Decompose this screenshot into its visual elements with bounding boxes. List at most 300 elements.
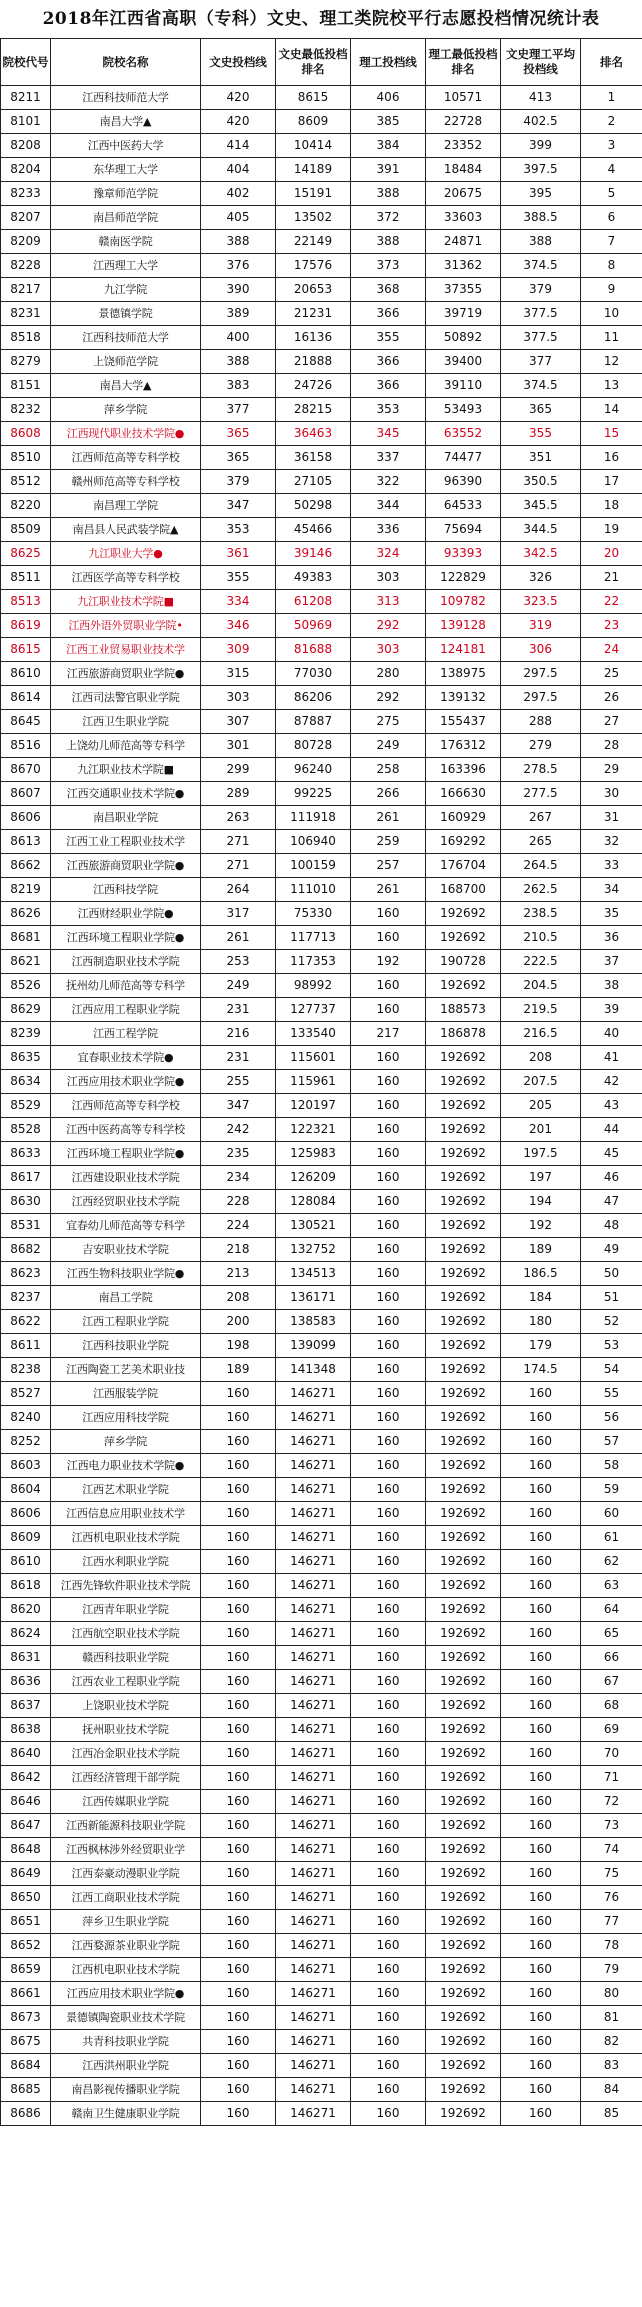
cell-sci-rank: 122829 xyxy=(426,566,501,590)
table-row xyxy=(1,182,642,206)
table-title: 2018年江西省高职（专科）文史、理工类院校平行志愿投档情况统计表 xyxy=(42,9,600,29)
cell-name: 江西卫生职业学院 xyxy=(51,710,201,734)
cell-arts-line: 160 xyxy=(201,1958,276,1982)
cell-sci-line: 303 xyxy=(351,566,426,590)
table-row xyxy=(1,1694,642,1718)
cell-sci-rank: 192692 xyxy=(426,1598,501,1622)
cell-arts-line: 160 xyxy=(201,1382,276,1406)
cell-arts-line: 261 xyxy=(201,926,276,950)
table-row xyxy=(1,1526,642,1550)
cell-rank: 16 xyxy=(581,446,642,470)
cell-code: 8606 xyxy=(1,806,51,830)
cell-name: 江西环境工程职业学院● xyxy=(51,1142,201,1166)
cell-arts-rank: 22149 xyxy=(276,230,351,254)
cell-sci-line: 160 xyxy=(351,2078,426,2102)
cell-arts-line: 353 xyxy=(201,518,276,542)
cell-arts-rank: 146271 xyxy=(276,1526,351,1550)
cell-arts-line: 307 xyxy=(201,710,276,734)
cell-sci-line: 258 xyxy=(351,758,426,782)
cell-sci-line: 292 xyxy=(351,686,426,710)
table-row xyxy=(1,638,642,662)
cell-sci-rank: 50892 xyxy=(426,326,501,350)
cell-arts-rank: 39146 xyxy=(276,542,351,566)
cell-rank: 67 xyxy=(581,1670,642,1694)
cell-code: 8651 xyxy=(1,1910,51,1934)
cell-code: 8219 xyxy=(1,878,51,902)
cell-name: 江西应用科技学院 xyxy=(51,1406,201,1430)
cell-sci-line: 336 xyxy=(351,518,426,542)
cell-name: 景德镇学院 xyxy=(51,302,201,326)
cell-sci-rank: 192692 xyxy=(426,2054,501,2078)
cell-arts-rank: 15191 xyxy=(276,182,351,206)
cell-sci-line: 217 xyxy=(351,1022,426,1046)
cell-arts-rank: 28215 xyxy=(276,398,351,422)
cell-sci-rank: 22728 xyxy=(426,110,501,134)
cell-name: 共青科技职业学院 xyxy=(51,2030,201,2054)
cell-sci-line: 324 xyxy=(351,542,426,566)
cell-name: 江西师范高等专科学校 xyxy=(51,1094,201,1118)
cell-name: 江西机电职业技术学院 xyxy=(51,1526,201,1550)
table-row xyxy=(1,518,642,542)
table-row xyxy=(1,1238,642,1262)
cell-code: 8626 xyxy=(1,902,51,926)
cell-avg-line: 319 xyxy=(501,614,581,638)
cell-sci-rank: 37355 xyxy=(426,278,501,302)
cell-avg-line: 344.5 xyxy=(501,518,581,542)
cell-sci-rank: 192692 xyxy=(426,1958,501,1982)
cell-avg-line: 377.5 xyxy=(501,326,581,350)
cell-name: 江西枫林涉外经贸职业学 xyxy=(51,1838,201,1862)
cell-code: 8652 xyxy=(1,1934,51,1958)
cell-name: 九江职业技术学院■ xyxy=(51,758,201,782)
cell-avg-line: 297.5 xyxy=(501,662,581,686)
table-row xyxy=(1,350,642,374)
cell-avg-line: 194 xyxy=(501,1190,581,1214)
cell-sci-rank: 166630 xyxy=(426,782,501,806)
cell-sci-line: 160 xyxy=(351,1478,426,1502)
cell-sci-rank: 192692 xyxy=(426,1358,501,1382)
cell-sci-line: 160 xyxy=(351,1262,426,1286)
cell-sci-rank: 33603 xyxy=(426,206,501,230)
cell-sci-line: 373 xyxy=(351,254,426,278)
cell-code: 8527 xyxy=(1,1382,51,1406)
cell-avg-line: 160 xyxy=(501,1526,581,1550)
table-row xyxy=(1,1838,642,1862)
cell-name: 江西交通职业技术学院● xyxy=(51,782,201,806)
cell-sci-rank: 192692 xyxy=(426,1070,501,1094)
cell-avg-line: 160 xyxy=(501,1598,581,1622)
table-row xyxy=(1,1814,642,1838)
cell-name: 南昌影视传播职业学院 xyxy=(51,2078,201,2102)
cell-rank: 31 xyxy=(581,806,642,830)
cell-sci-line: 160 xyxy=(351,1142,426,1166)
cell-avg-line: 160 xyxy=(501,1958,581,1982)
cell-code: 8208 xyxy=(1,134,51,158)
cell-arts-rank: 146271 xyxy=(276,1790,351,1814)
cell-sci-line: 160 xyxy=(351,1190,426,1214)
cell-arts-line: 160 xyxy=(201,1406,276,1430)
cell-avg-line: 365 xyxy=(501,398,581,422)
cell-name: 南昌大学▲ xyxy=(51,374,201,398)
cell-rank: 37 xyxy=(581,950,642,974)
table-row xyxy=(1,1022,642,1046)
cell-code: 8603 xyxy=(1,1454,51,1478)
cell-arts-rank: 146271 xyxy=(276,1646,351,1670)
cell-name: 江西医学高等专科学校 xyxy=(51,566,201,590)
cell-code: 8220 xyxy=(1,494,51,518)
cell-sci-rank: 192692 xyxy=(426,1550,501,1574)
cell-arts-line: 365 xyxy=(201,446,276,470)
cell-avg-line: 179 xyxy=(501,1334,581,1358)
cell-sci-rank: 192692 xyxy=(426,1430,501,1454)
table-row xyxy=(1,1910,642,1934)
cell-arts-rank: 111918 xyxy=(276,806,351,830)
cell-arts-line: 255 xyxy=(201,1070,276,1094)
cell-avg-line: 265 xyxy=(501,830,581,854)
cell-rank: 11 xyxy=(581,326,642,350)
cell-sci-rank: 39110 xyxy=(426,374,501,398)
cell-rank: 66 xyxy=(581,1646,642,1670)
cell-sci-line: 249 xyxy=(351,734,426,758)
table-row xyxy=(1,1982,642,2006)
cell-name: 江西科技师范大学 xyxy=(51,326,201,350)
cell-code: 8645 xyxy=(1,710,51,734)
cell-rank: 34 xyxy=(581,878,642,902)
cell-sci-line: 160 xyxy=(351,1742,426,1766)
cell-sci-line: 266 xyxy=(351,782,426,806)
cell-name: 赣南医学院 xyxy=(51,230,201,254)
cell-sci-rank: 192692 xyxy=(426,1982,501,2006)
table-row xyxy=(1,758,642,782)
cell-arts-rank: 117713 xyxy=(276,926,351,950)
cell-name: 江西航空职业技术学院 xyxy=(51,1622,201,1646)
cell-arts-line: 198 xyxy=(201,1334,276,1358)
cell-sci-rank: 74477 xyxy=(426,446,501,470)
cell-sci-line: 259 xyxy=(351,830,426,854)
cell-avg-line: 323.5 xyxy=(501,590,581,614)
cell-sci-line: 160 xyxy=(351,1046,426,1070)
cell-arts-line: 301 xyxy=(201,734,276,758)
table-row xyxy=(1,2030,642,2054)
cell-arts-line: 208 xyxy=(201,1286,276,1310)
cell-avg-line: 160 xyxy=(501,1406,581,1430)
cell-name: 江西电力职业技术学院● xyxy=(51,1454,201,1478)
cell-sci-rank: 64533 xyxy=(426,494,501,518)
cell-avg-line: 201 xyxy=(501,1118,581,1142)
cell-code: 8684 xyxy=(1,2054,51,2078)
cell-code: 8607 xyxy=(1,782,51,806)
cell-sci-line: 160 xyxy=(351,1550,426,1574)
cell-arts-rank: 146271 xyxy=(276,1694,351,1718)
cell-avg-line: 160 xyxy=(501,1982,581,2006)
cell-sci-line: 292 xyxy=(351,614,426,638)
cell-avg-line: 355 xyxy=(501,422,581,446)
cell-arts-rank: 8615 xyxy=(276,86,351,110)
cell-sci-rank: 192692 xyxy=(426,1934,501,1958)
cell-code: 8231 xyxy=(1,302,51,326)
cell-code: 8673 xyxy=(1,2006,51,2030)
cell-arts-rank: 96240 xyxy=(276,758,351,782)
cell-sci-rank: 39400 xyxy=(426,350,501,374)
cell-name: 江西理工大学 xyxy=(51,254,201,278)
cell-arts-line: 303 xyxy=(201,686,276,710)
cell-sci-line: 275 xyxy=(351,710,426,734)
cell-rank: 81 xyxy=(581,2006,642,2030)
cell-sci-line: 160 xyxy=(351,2030,426,2054)
cell-name: 南昌县人民武装学院▲ xyxy=(51,518,201,542)
cell-arts-line: 224 xyxy=(201,1214,276,1238)
cell-arts-line: 404 xyxy=(201,158,276,182)
cell-sci-rank: 63552 xyxy=(426,422,501,446)
cell-name: 吉安职业技术学院 xyxy=(51,1238,201,1262)
cell-name: 萍乡学院 xyxy=(51,398,201,422)
cell-sci-line: 261 xyxy=(351,806,426,830)
header-sci-rank: 理工最低投档排名 xyxy=(426,39,501,86)
cell-arts-rank: 146271 xyxy=(276,1862,351,1886)
cell-sci-rank: 190728 xyxy=(426,950,501,974)
cell-sci-line: 391 xyxy=(351,158,426,182)
cell-avg-line: 207.5 xyxy=(501,1070,581,1094)
cell-arts-rank: 20653 xyxy=(276,278,351,302)
cell-arts-rank: 136171 xyxy=(276,1286,351,1310)
cell-arts-rank: 14189 xyxy=(276,158,351,182)
table-row xyxy=(1,590,642,614)
cell-arts-rank: 24726 xyxy=(276,374,351,398)
cell-avg-line: 205 xyxy=(501,1094,581,1118)
cell-arts-rank: 146271 xyxy=(276,1958,351,1982)
cell-sci-rank: 176312 xyxy=(426,734,501,758)
cell-code: 8518 xyxy=(1,326,51,350)
cell-sci-rank: 192692 xyxy=(426,1886,501,1910)
cell-sci-line: 160 xyxy=(351,1886,426,1910)
cell-arts-rank: 127737 xyxy=(276,998,351,1022)
cell-arts-rank: 130521 xyxy=(276,1214,351,1238)
cell-code: 8204 xyxy=(1,158,51,182)
cell-name: 赣州师范高等专科学校 xyxy=(51,470,201,494)
table-row xyxy=(1,2102,642,2126)
cell-sci-rank: 192692 xyxy=(426,1190,501,1214)
cell-rank: 75 xyxy=(581,1862,642,1886)
cell-sci-rank: 186878 xyxy=(426,1022,501,1046)
cell-sci-line: 160 xyxy=(351,1238,426,1262)
table-row xyxy=(1,1094,642,1118)
cell-avg-line: 160 xyxy=(501,1382,581,1406)
cell-rank: 9 xyxy=(581,278,642,302)
cell-rank: 79 xyxy=(581,1958,642,1982)
table-row xyxy=(1,830,642,854)
cell-arts-line: 160 xyxy=(201,1454,276,1478)
cell-rank: 23 xyxy=(581,614,642,638)
cell-sci-line: 385 xyxy=(351,110,426,134)
cell-sci-line: 160 xyxy=(351,2006,426,2030)
table-row xyxy=(1,1502,642,1526)
cell-code: 8207 xyxy=(1,206,51,230)
cell-code: 8252 xyxy=(1,1430,51,1454)
cell-avg-line: 160 xyxy=(501,2030,581,2054)
cell-rank: 84 xyxy=(581,2078,642,2102)
cell-arts-rank: 146271 xyxy=(276,1766,351,1790)
cell-rank: 71 xyxy=(581,1766,642,1790)
cell-arts-line: 249 xyxy=(201,974,276,998)
cell-arts-line: 365 xyxy=(201,422,276,446)
cell-avg-line: 189 xyxy=(501,1238,581,1262)
cell-code: 8685 xyxy=(1,2078,51,2102)
cell-sci-rank: 93393 xyxy=(426,542,501,566)
cell-sci-line: 366 xyxy=(351,350,426,374)
cell-sci-rank: 192692 xyxy=(426,2078,501,2102)
cell-arts-line: 420 xyxy=(201,86,276,110)
cell-arts-rank: 146271 xyxy=(276,1550,351,1574)
cell-code: 8682 xyxy=(1,1238,51,1262)
cell-sci-line: 160 xyxy=(351,1910,426,1934)
cell-code: 8516 xyxy=(1,734,51,758)
table-row xyxy=(1,854,642,878)
cell-code: 8630 xyxy=(1,1190,51,1214)
cell-sci-rank: 192692 xyxy=(426,1718,501,1742)
cell-arts-line: 376 xyxy=(201,254,276,278)
cell-sci-line: 160 xyxy=(351,1310,426,1334)
cell-arts-line: 160 xyxy=(201,2006,276,2030)
cell-arts-rank: 36463 xyxy=(276,422,351,446)
cell-arts-line: 231 xyxy=(201,1046,276,1070)
cell-avg-line: 342.5 xyxy=(501,542,581,566)
table-row xyxy=(1,1382,642,1406)
cell-sci-rank: 31362 xyxy=(426,254,501,278)
cell-sci-rank: 192692 xyxy=(426,1142,501,1166)
cell-avg-line: 160 xyxy=(501,1838,581,1862)
cell-name: 南昌工学院 xyxy=(51,1286,201,1310)
cell-code: 8529 xyxy=(1,1094,51,1118)
cell-sci-line: 160 xyxy=(351,1646,426,1670)
cell-sci-rank: 192692 xyxy=(426,1838,501,1862)
cell-sci-line: 366 xyxy=(351,374,426,398)
cell-arts-line: 160 xyxy=(201,1982,276,2006)
cell-name: 东华理工大学 xyxy=(51,158,201,182)
cell-name: 南昌理工学院 xyxy=(51,494,201,518)
cell-arts-line: 160 xyxy=(201,1574,276,1598)
cell-sci-rank: 192692 xyxy=(426,1406,501,1430)
cell-arts-rank: 146271 xyxy=(276,2102,351,2126)
table-row xyxy=(1,1118,642,1142)
cell-avg-line: 402.5 xyxy=(501,110,581,134)
cell-avg-line: 222.5 xyxy=(501,950,581,974)
cell-code: 8237 xyxy=(1,1286,51,1310)
cell-arts-line: 289 xyxy=(201,782,276,806)
cell-avg-line: 264.5 xyxy=(501,854,581,878)
cell-code: 8228 xyxy=(1,254,51,278)
cell-sci-line: 160 xyxy=(351,1406,426,1430)
cell-sci-line: 160 xyxy=(351,902,426,926)
cell-arts-line: 263 xyxy=(201,806,276,830)
cell-avg-line: 210.5 xyxy=(501,926,581,950)
cell-code: 8211 xyxy=(1,86,51,110)
cell-sci-line: 160 xyxy=(351,1070,426,1094)
cell-name: 上饶师范学院 xyxy=(51,350,201,374)
table-row xyxy=(1,1598,642,1622)
cell-avg-line: 374.5 xyxy=(501,254,581,278)
cell-rank: 72 xyxy=(581,1790,642,1814)
cell-sci-rank: 192692 xyxy=(426,1262,501,1286)
cell-avg-line: 160 xyxy=(501,2078,581,2102)
cell-rank: 73 xyxy=(581,1814,642,1838)
cell-avg-line: 160 xyxy=(501,1430,581,1454)
cell-code: 8646 xyxy=(1,1790,51,1814)
cell-name: 江西司法警官职业学院 xyxy=(51,686,201,710)
cell-arts-rank: 128084 xyxy=(276,1190,351,1214)
cell-arts-line: 231 xyxy=(201,998,276,1022)
table-row xyxy=(1,710,642,734)
cell-sci-rank: 192692 xyxy=(426,1646,501,1670)
cell-rank: 28 xyxy=(581,734,642,758)
cell-name: 萍乡卫生职业学院 xyxy=(51,1910,201,1934)
table-row xyxy=(1,1622,642,1646)
cell-arts-rank: 61208 xyxy=(276,590,351,614)
cell-sci-line: 160 xyxy=(351,1382,426,1406)
cell-name: 南昌大学▲ xyxy=(51,110,201,134)
cell-sci-line: 372 xyxy=(351,206,426,230)
cell-name: 宜春幼儿师范高等专科学 xyxy=(51,1214,201,1238)
cell-arts-rank: 21888 xyxy=(276,350,351,374)
table-row xyxy=(1,1790,642,1814)
cell-sci-line: 160 xyxy=(351,1934,426,1958)
cell-avg-line: 160 xyxy=(501,1622,581,1646)
cell-sci-line: 192 xyxy=(351,950,426,974)
table-row xyxy=(1,470,642,494)
cell-sci-rank: 192692 xyxy=(426,1694,501,1718)
cell-name: 江西服装学院 xyxy=(51,1382,201,1406)
cell-code: 8622 xyxy=(1,1310,51,1334)
cell-name: 江西应用技术职业学院● xyxy=(51,1982,201,2006)
cell-sci-rank: 24871 xyxy=(426,230,501,254)
cell-rank: 20 xyxy=(581,542,642,566)
cell-rank: 61 xyxy=(581,1526,642,1550)
cell-sci-rank: 96390 xyxy=(426,470,501,494)
cell-rank: 8 xyxy=(581,254,642,278)
cell-avg-line: 180 xyxy=(501,1310,581,1334)
cell-arts-line: 160 xyxy=(201,1694,276,1718)
cell-sci-line: 160 xyxy=(351,1286,426,1310)
table-row xyxy=(1,422,642,446)
cell-arts-rank: 100159 xyxy=(276,854,351,878)
cell-arts-line: 160 xyxy=(201,2102,276,2126)
cell-sci-line: 160 xyxy=(351,998,426,1022)
cell-arts-rank: 146271 xyxy=(276,1934,351,1958)
cell-avg-line: 160 xyxy=(501,1646,581,1670)
cell-rank: 59 xyxy=(581,1478,642,1502)
cell-rank: 36 xyxy=(581,926,642,950)
cell-sci-line: 337 xyxy=(351,446,426,470)
cell-sci-line: 160 xyxy=(351,1862,426,1886)
cell-code: 8629 xyxy=(1,998,51,1022)
cell-avg-line: 160 xyxy=(501,1454,581,1478)
cell-sci-line: 388 xyxy=(351,182,426,206)
cell-sci-rank: 160929 xyxy=(426,806,501,830)
cell-sci-rank: 188573 xyxy=(426,998,501,1022)
cell-avg-line: 197.5 xyxy=(501,1142,581,1166)
cell-rank: 18 xyxy=(581,494,642,518)
cell-sci-rank: 192692 xyxy=(426,1214,501,1238)
cell-code: 8604 xyxy=(1,1478,51,1502)
cell-sci-line: 280 xyxy=(351,662,426,686)
cell-code: 8614 xyxy=(1,686,51,710)
cell-avg-line: 216.5 xyxy=(501,1022,581,1046)
cell-name: 江西科技职业学院 xyxy=(51,1334,201,1358)
cell-name: 江西经贸职业技术学院 xyxy=(51,1190,201,1214)
cell-code: 8631 xyxy=(1,1646,51,1670)
cell-arts-line: 160 xyxy=(201,1790,276,1814)
cell-name: 江西工商职业技术学院 xyxy=(51,1886,201,1910)
cell-sci-rank: 10571 xyxy=(426,86,501,110)
